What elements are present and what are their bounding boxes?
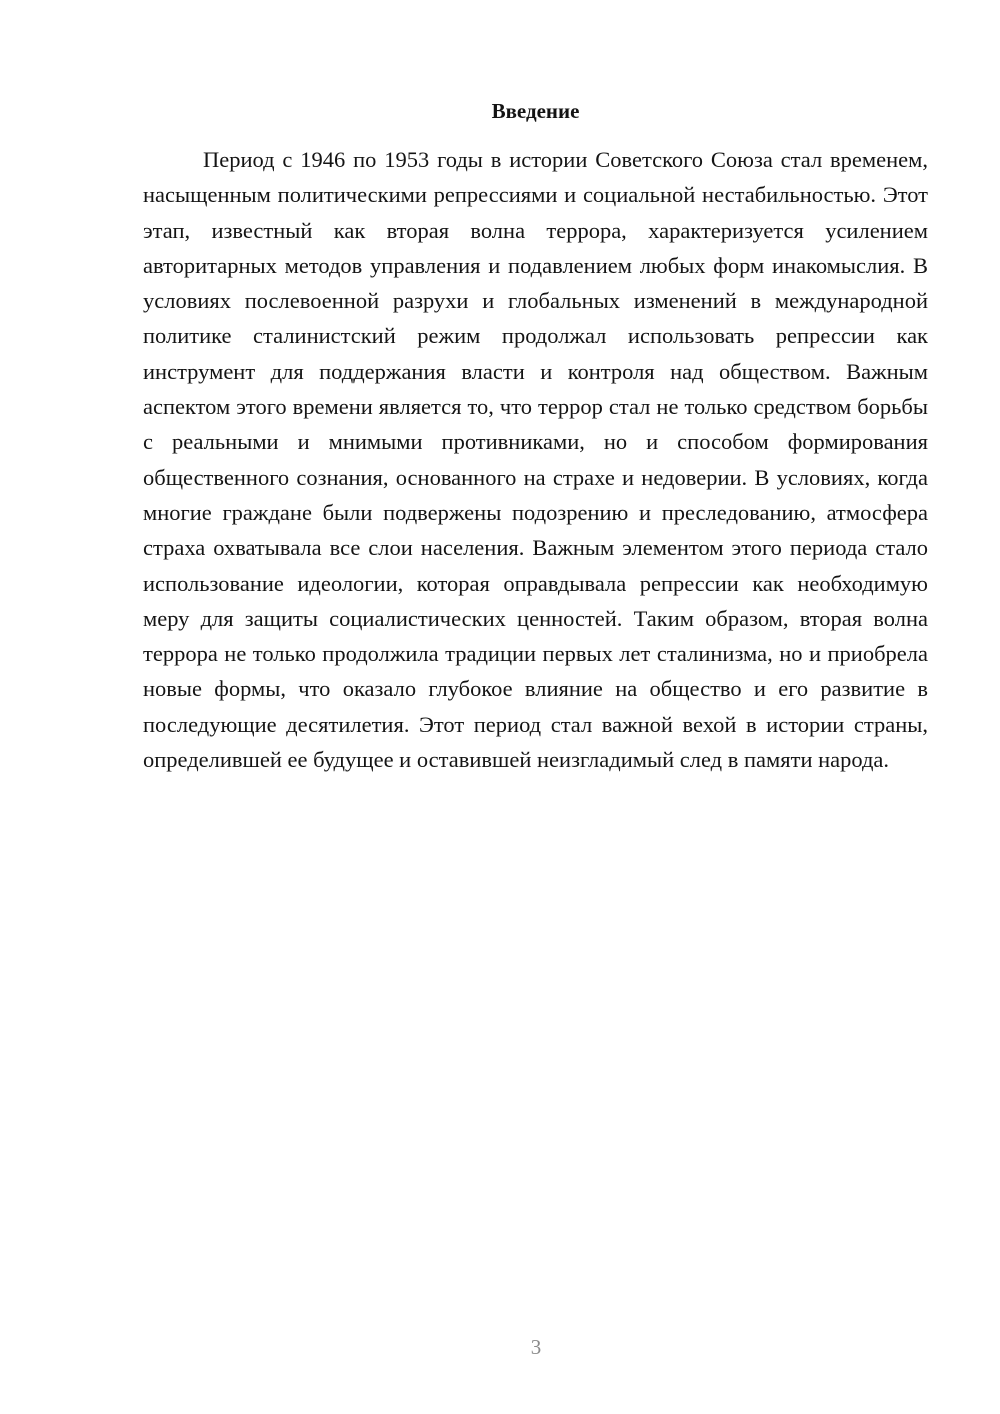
page-number: 3	[530, 1335, 542, 1359]
body-paragraph: Период с 1946 по 1953 годы в истории Советского Союза стал временем, насыщенным политическими репрессиями и социальной нестабильностью. Этот этап, известный как вторая волна террора, характеризуется усилением авторитарных методов управления и подавлением любых форм инакомыслия. В условиях послевоенной разрухи и глобальных изменений в международной политике сталинистский режим продолжал использовать репрессии как инструмент для поддержания власти и контроля над обществом. Важным аспектом этого времени является то, что террор стал не только средством борьбы с реальными и мнимыми противниками, но и способом формирования общественного сознания, основанного на страхе и недоверии. В условиях, когда многие граждане были подвержены подозрению и преследованию, атмосфера страха охватывала все слои населения. Важным элементом этого периода стало использование идеологии, которая оправдывала репрессии как необходимую меру для защиты социалистических ценностей. Таким образом, вторая волна террора не только продолжила традиции первых лет сталинизма, но и приобрела новые формы, что оказало глубокое влияние на общество и его развитие в последующие десятилетия. Этот период стал важной вехой в истории страны, определившей ее будущее и оставившей неизгладимый след в памяти народа.	[143, 147, 928, 773]
section-title: Введение	[491, 99, 580, 123]
